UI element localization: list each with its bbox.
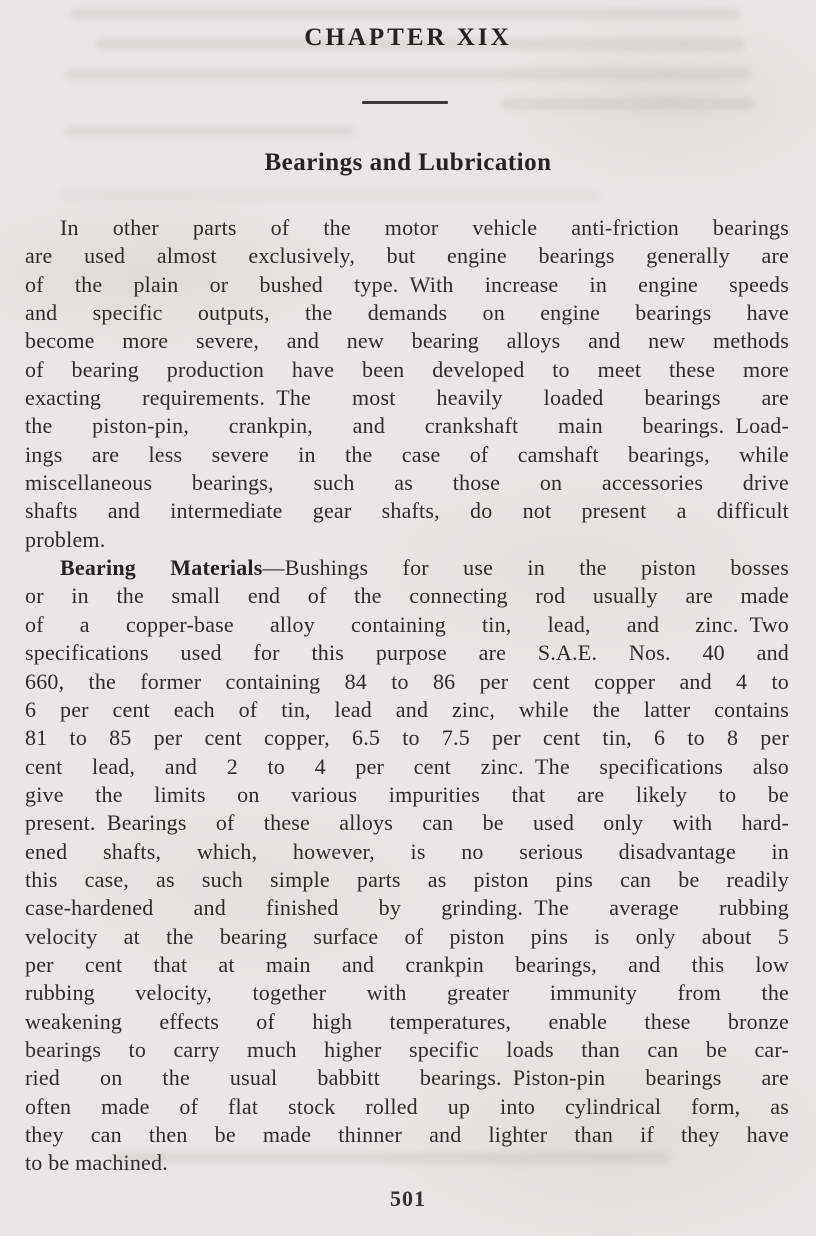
text-line: 81 to 85 per cent copper, 6.5 to 7.5 per cent tin, 6 to 8 per	[25, 725, 789, 751]
text-line: Bearing Materials—Bushings for use in the piston bosses	[60, 555, 789, 581]
text-line: rubbing velocity, together with greater immunity from the	[25, 980, 789, 1006]
text-line: and specific outputs, the demands on engine bearings have	[25, 300, 789, 326]
text-line: give the limits on various impurities that are likely to be	[25, 781, 789, 807]
text-line: they can then be made thinner and lighter than if they have	[25, 1122, 789, 1147]
page-number: 501	[390, 1186, 426, 1211]
text-line: per cent that at main and crankpin bearings, and this low	[25, 951, 789, 977]
text-line: ried on the usual babbitt bearings. Piston-pin bearings are	[25, 1065, 789, 1091]
divider-rule	[362, 101, 448, 104]
text-line: often made of flat stock rolled up into cylindrical form, as	[25, 1093, 789, 1119]
text-line: cent lead, and 2 to 4 per cent zinc. The specifications also	[25, 753, 789, 779]
section-title: Bearings and Lubrication	[264, 149, 552, 176]
paragraph	[25, 554, 789, 1178]
bleedthrough-artifact	[500, 98, 755, 110]
bleedthrough-artifact	[65, 126, 355, 136]
bleedthrough-artifact	[60, 190, 600, 201]
text-line: this case, as such simple parts as piston pins can be readily	[25, 866, 789, 892]
text-line: miscellaneous bearings, such as those on accessories drive	[25, 470, 789, 496]
text-line: or in the small end of the connecting rod usually are made	[25, 583, 789, 609]
text-line: to be machined.	[25, 1150, 168, 1176]
text-line: shafts and intermediate gear shafts, do not present a difficult	[25, 498, 789, 524]
text-line: ings are less severe in the case of camshaft bearings, while	[25, 441, 789, 467]
text-line: of bearing production have been developed to meet these more	[25, 356, 789, 382]
text-line: of the plain or bushed type. With increase in engine speeds	[25, 271, 789, 297]
text-line: problem.	[25, 526, 106, 552]
text-line: are used almost exclusively, but engine bearings generally are	[25, 243, 789, 269]
text-line: become more severe, and new bearing alloys and new methods	[25, 328, 789, 354]
chapter-heading: CHAPTER XIX	[304, 24, 512, 51]
text-line: bearings to carry much higher specific loads than can be car-	[25, 1036, 789, 1062]
bleedthrough-artifact	[65, 68, 750, 80]
bold-lead: Bearing Materials	[60, 555, 263, 581]
text-line: velocity at the bearing surface of piston pins is only about 5	[25, 923, 789, 949]
body-text	[25, 214, 789, 1178]
text-line: weakening effects of high temperatures, enable these bronze	[25, 1008, 789, 1034]
text-line: ened shafts, which, however, is no serious disadvantage in	[25, 838, 789, 864]
text-line: of a copper-base alloy containing tin, lead, and zinc. Two	[25, 611, 789, 637]
paragraph	[25, 214, 789, 554]
text-line: 6 per cent each of tin, lead and zinc, while the latter contains	[25, 696, 789, 722]
text-line: present. Bearings of these alloys can be used only with hard-	[25, 810, 789, 836]
text-line: the piston-pin, crankpin, and crankshaft main bearings. Load-	[25, 413, 789, 439]
text-line: exacting requirements. The most heavily loaded bearings are	[25, 385, 789, 411]
bleedthrough-artifact	[70, 8, 740, 20]
text-line: specifications used for this purpose are S.A.E. Nos. 40 and	[25, 640, 789, 666]
text-line: case-hardened and finished by grinding. The average rubbing	[25, 895, 789, 921]
text-line: 660, the former containing 84 to 86 per cent copper and 4 to	[25, 668, 789, 694]
text-line: In other parts of the motor vehicle anti-friction bearings	[60, 215, 789, 240]
